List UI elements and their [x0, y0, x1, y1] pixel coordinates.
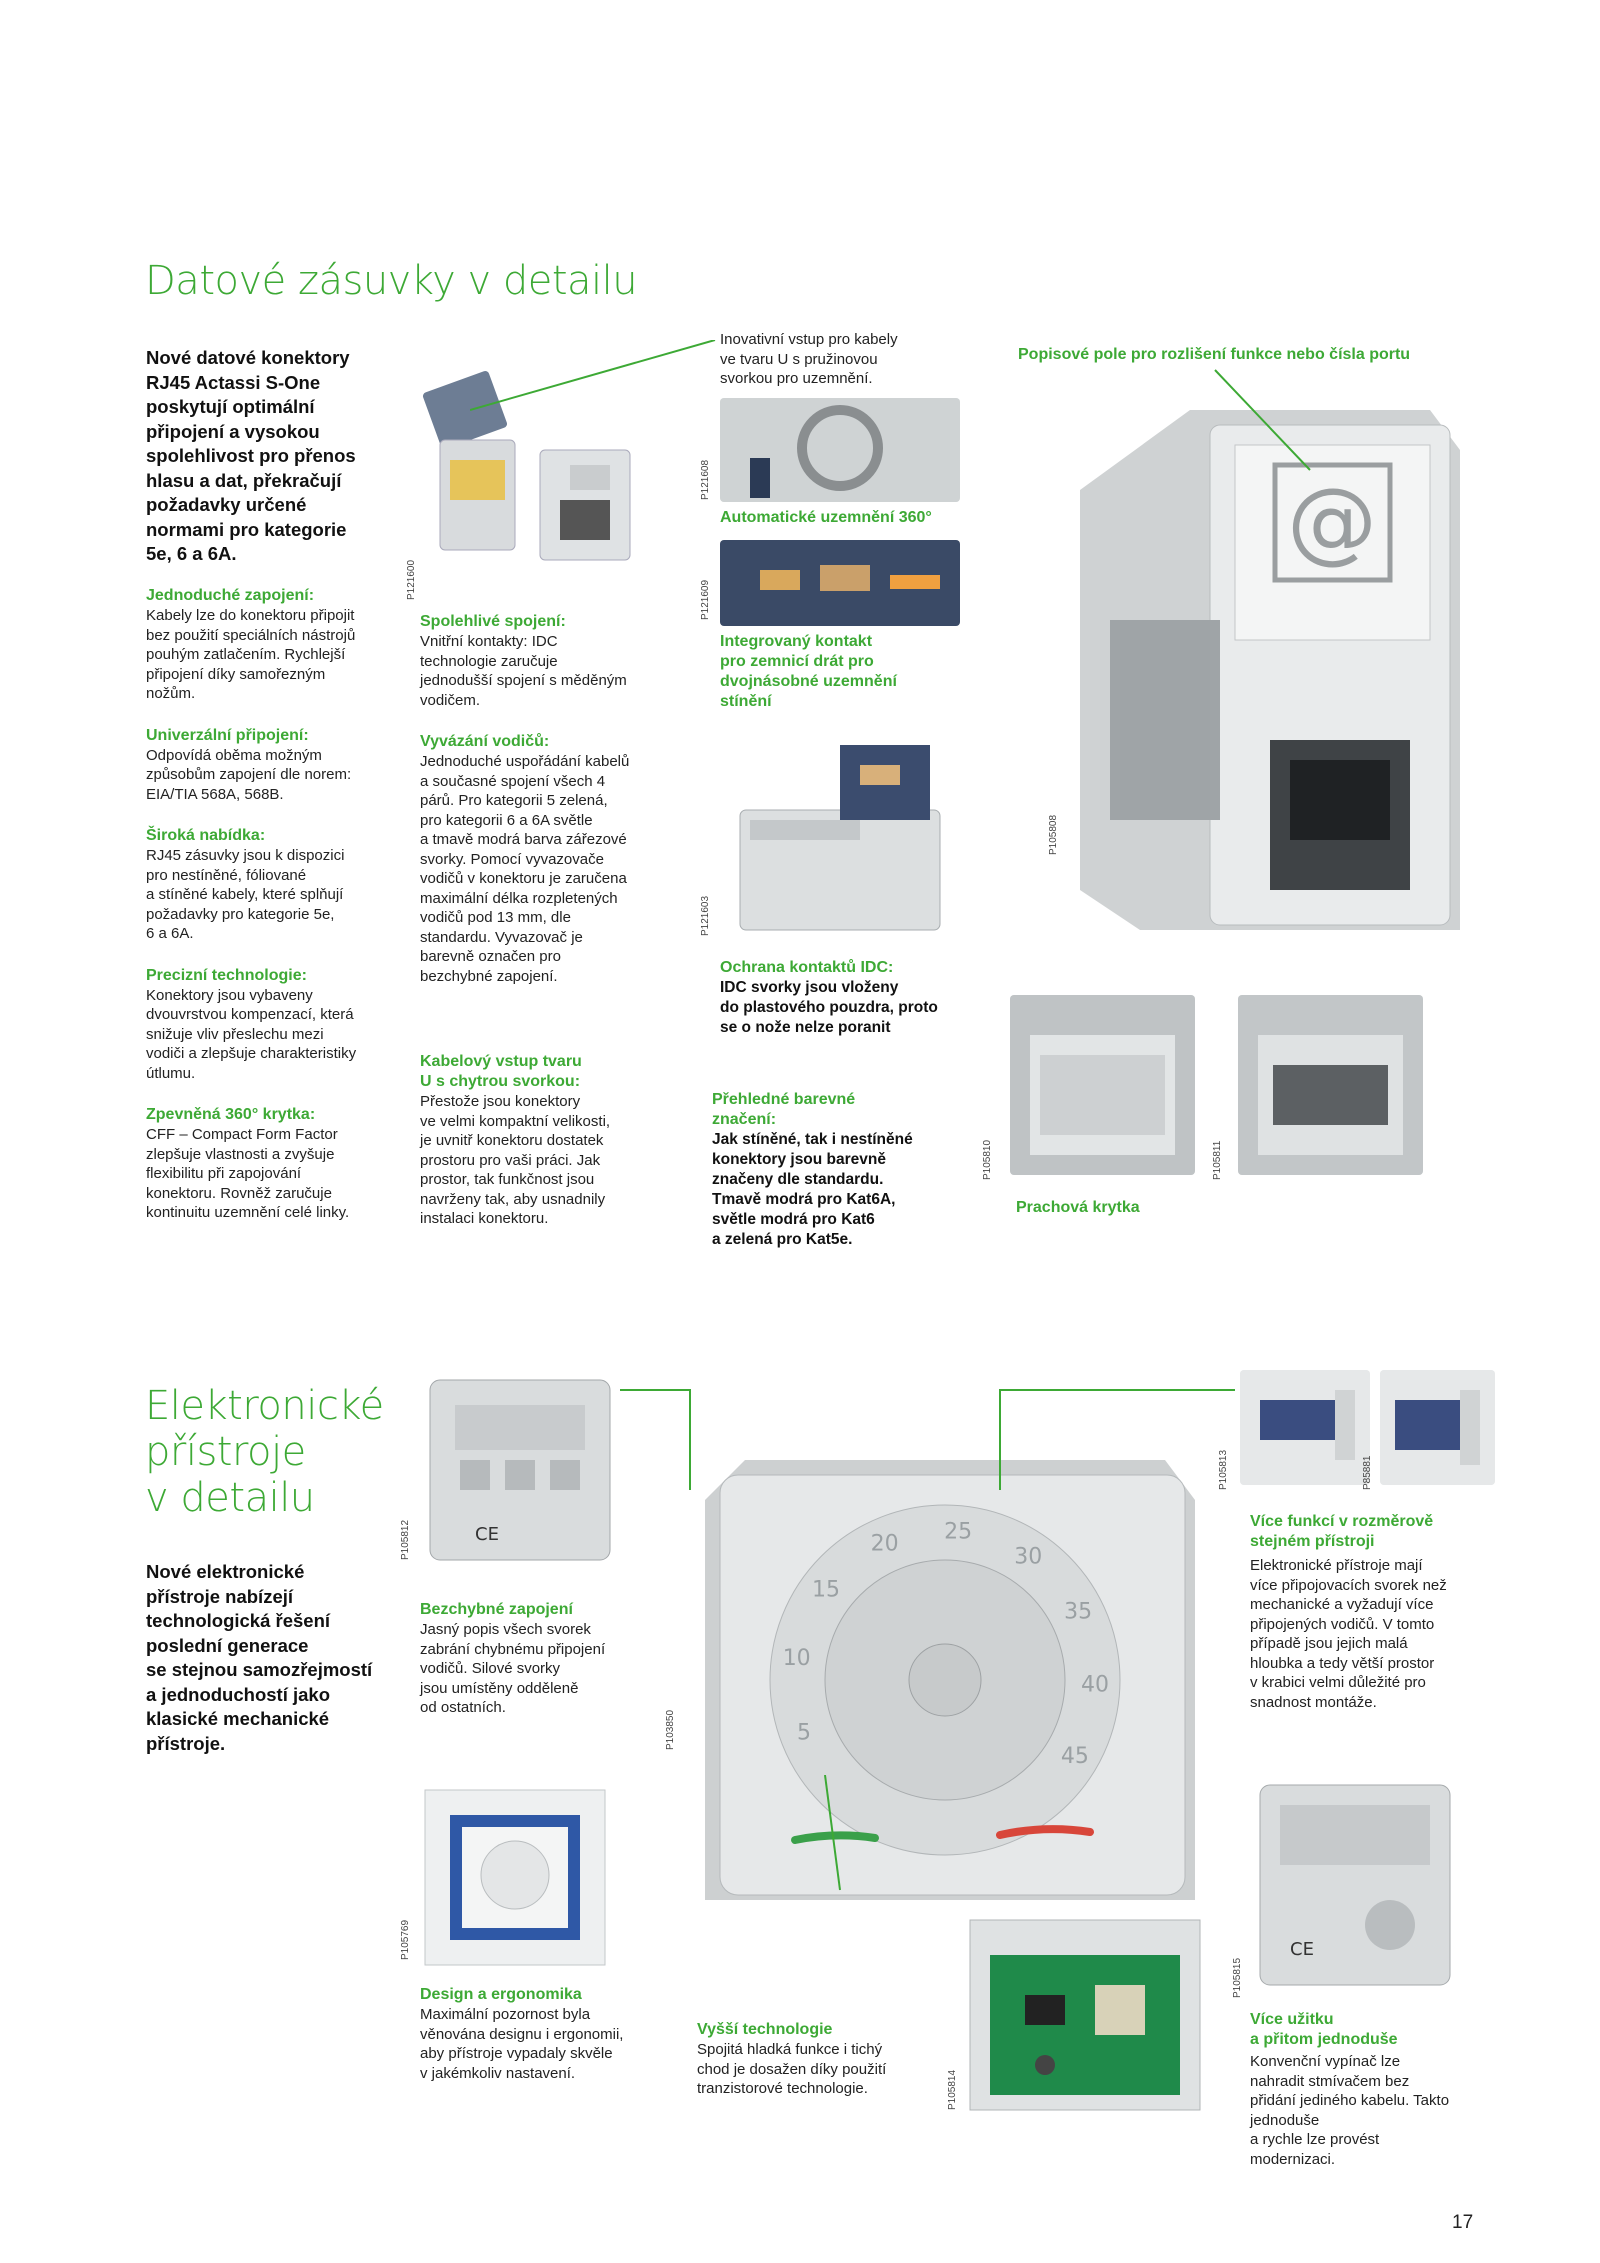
wire-title: Integrovaný kontakt pro zemnicí drát pro dvojnásobné uzemnění stínění — [720, 633, 897, 710]
dial-number: 30 — [1014, 1544, 1043, 1570]
photo-code: P121608 — [700, 459, 711, 500]
feature-item — [146, 1105, 401, 1223]
dial-number: 15 — [812, 1577, 840, 1603]
feature-item — [146, 826, 401, 944]
dimmer-photo — [1250, 1775, 1460, 1995]
idc-module-photo — [720, 740, 960, 945]
dial-number: 20 — [870, 1531, 899, 1557]
dust-cover-title: Prachová krytka — [1016, 1199, 1140, 1216]
use-title: Více užitku a přitom jednoduše — [1250, 2011, 1398, 2048]
feature-text: Odpovídá oběma možným způsobům zapojení dle norem: EIA/TIA 568A, 568B. — [146, 746, 352, 803]
feature-text: Přestože jsou konektory ve velmi kompaktní velikosti, je uvnitř konektoru dostatek prostoru pro vaši práci. Jak prostor, tak funkčnost jsou navrženy tak, aby usnadnily instalaci konektoru. — [420, 1093, 611, 1227]
section1-intro: Nové datové konektory RJ45 Actassi S-One poskytují optimální připojení a vysokou spolehlivost pro přenos hlasu a dat, překračují požadavky určené normami pro kategorie 5e, 6 a 6A. — [146, 347, 356, 564]
ground-clip-photo — [720, 398, 960, 502]
dial-number: 25 — [944, 1519, 973, 1545]
terminals-photo — [420, 1370, 620, 1570]
feature-item — [420, 732, 690, 986]
dial-number: 40 — [1081, 1672, 1109, 1698]
photo-code: P105813 — [1218, 1449, 1229, 1490]
use-text: Konvenční vypínač lze nahradit stmívačem bez přidání jediného kabelu. Takto jednoduše a rychle lze provést modernizaci. — [1250, 2053, 1450, 2168]
dial-number: 45 — [1060, 1744, 1089, 1769]
thermostat-photo — [685, 1440, 1205, 1910]
ce-mark-icon: CE — [475, 1524, 499, 1545]
pcb-photo — [965, 1915, 1205, 2115]
ground-title: Automatické uzemnění 360° — [720, 509, 932, 526]
photo-code: P121603 — [700, 895, 711, 936]
dial-number: 10 — [782, 1646, 811, 1672]
feature-item — [146, 966, 401, 1084]
u-entry-note: Inovativní vstup pro kabely ve tvaru U s pružinovou svorkou pro uzemnění. — [720, 331, 898, 387]
feature-item — [420, 1052, 690, 1229]
feature-text: Konektory jsou vybaveny dvouvrstvou kompenzací, která snižuje vliv přeslechu mezi vodiči a zlepšuje charakteristiky útlumu. — [146, 986, 357, 1082]
func-title: Více funkcí v rozměrově stejném přístroji — [1250, 1513, 1434, 1550]
feature-item — [146, 586, 401, 704]
at-sign-icon: @ — [1287, 469, 1377, 574]
feature-title: Univerzální připojení: — [146, 726, 309, 744]
feature-text: Kabely lze do konektoru připojit bez použití speciálních nástrojů pouhým zatlačením. Rychlejší připojení díky samořezným nožům. — [146, 607, 356, 702]
color-title: Přehledné barevné značení: — [712, 1091, 856, 1128]
photo-code: P105810 — [982, 1139, 993, 1180]
photo-code: P105814 — [947, 2069, 958, 2110]
dial-number: 35 — [1064, 1599, 1093, 1625]
feature-text: Vnitřní kontakty: IDC technologie zaručuje jednodušší spojení s měděným vodičem. — [420, 633, 627, 709]
color-text: Jak stíněné, tak i nestíněné konektory jsou barevně značeny dle standardu. Tmavě modrá pro Kat6A, světle modrá pro Kat6 a zelená pro Kat5e. — [712, 1131, 913, 1248]
tech-text: Spojitá hladká funkce i tichý chod je dosažen díky použití tranzistorové technologie. — [697, 2041, 887, 2097]
photo-code: P105811 — [1212, 1140, 1223, 1180]
feature-title: Jednoduché zapojení: — [146, 587, 315, 604]
dust-cover-closed-photo — [1238, 995, 1423, 1175]
section2-intro: Nové elektronické přístroje nabízejí technologická řešení poslední generace se stejnou samozřejmostí a jednoduchostí jako klasické mechanické přístroje. — [146, 1561, 373, 1754]
ground-wire-photo — [720, 540, 960, 626]
func-text: Elektronické přístroje mají více připojovacích svorek než mechanické a vyžadují více připojených vodičů. V tomto případě jsou jejich malá hloubka a tedy větší prostor v krabici velmi důležité pro snadnost montáže. — [1250, 1557, 1447, 1711]
section1-title: Datové zásuvky v detailu — [145, 258, 638, 304]
design-title: Design a ergonomika — [420, 1986, 582, 2003]
callout-line — [995, 1385, 1240, 1495]
label-field-title: Popisové pole pro rozlišení funkce nebo čísla portu — [1018, 346, 1411, 363]
photo-code: P105812 — [400, 1519, 411, 1560]
column-2 — [420, 612, 690, 1229]
section2-title: Elektronické přístroje v detailu — [145, 1383, 384, 1521]
ce-mark-icon: CE — [1290, 1939, 1314, 1960]
wiring-title: Bezchybné zapojení — [420, 1601, 573, 1618]
design-text: Maximální pozornost byla věnována designu i ergonomii, aby přístroje vypadaly skvěle v jakémkoliv nastavení. — [420, 2006, 624, 2082]
feature-title: Zpevněná 360° krytka: — [146, 1106, 316, 1123]
tech-title: Vyšší technologie — [697, 2021, 833, 2038]
dial-number: 5 — [797, 1720, 811, 1746]
feature-title: Vyvázání vodičů: — [420, 733, 550, 750]
feature-title: Precizní technologie: — [146, 966, 307, 984]
callout-line — [820, 1775, 850, 1895]
feature-title: Široká nabídka: — [146, 827, 266, 844]
depth-mech-photo — [1380, 1370, 1495, 1485]
feature-title: Kabelový vstup tvaru U s chytrou svorkou: — [420, 1053, 582, 1090]
callout-line — [1210, 365, 1330, 475]
column-1 — [146, 586, 401, 1223]
feature-text: CFF – Compact Form Factor zlepšuje vlastnosti a zvyšuje flexibilitu při zapojování konektoru. Rovněž zaručuje kontinuitu uzemnění celé linky. — [146, 1126, 350, 1221]
feature-title: Spolehlivé spojení: — [420, 613, 566, 630]
photo-code: P121609 — [700, 579, 711, 620]
photo-code: P105815 — [1232, 1957, 1243, 1998]
idc-title: Ochrana kontaktů IDC: — [720, 959, 894, 976]
feature-item — [420, 612, 690, 710]
callout-line — [470, 340, 720, 420]
feature-item — [146, 726, 401, 805]
feature-text: Jednoduché uspořádání kabelů a současné spojení všech 4 párů. Pro kategorii 5 zelená, pro kategorii 6 a 6A světle a tmavě modrá barva zářezové svorky. Pomocí vyvazovače vodičů v konektoru je zaručena maximální délka rozpletených vodičů pod 13 mm, dle standardu. Vyvazovač je barevně označen pro bezchybné zapojení. — [420, 753, 630, 985]
photo-code: P105769 — [400, 1919, 411, 1960]
wiring-text: Jasný popis všech svorek zabrání chybnému připojení vodičů. Silové svorky jsou umístěny odděleně od ostatních. — [420, 1621, 606, 1716]
photo-code: P121600 — [406, 559, 417, 600]
dust-cover-open-photo — [1010, 995, 1195, 1175]
photo-code: P105808 — [1048, 814, 1059, 855]
page-number: 17 — [1452, 2212, 1474, 2233]
idc-text: IDC svorky jsou vloženy do plastového pouzdra, proto se o nože nelze poranit — [720, 979, 938, 1036]
feature-text: RJ45 zásuvky jsou k dispozici pro nestíněné, fóliované a stíněné kabely, které splňují požadavky pro kategorie 5e, 6 a 6A. — [146, 847, 345, 942]
photo-code: P85881 — [1362, 1455, 1373, 1490]
photo-code: P103850 — [665, 1709, 676, 1750]
depth-side-photo — [1240, 1370, 1370, 1485]
design-photo — [420, 1785, 610, 1970]
